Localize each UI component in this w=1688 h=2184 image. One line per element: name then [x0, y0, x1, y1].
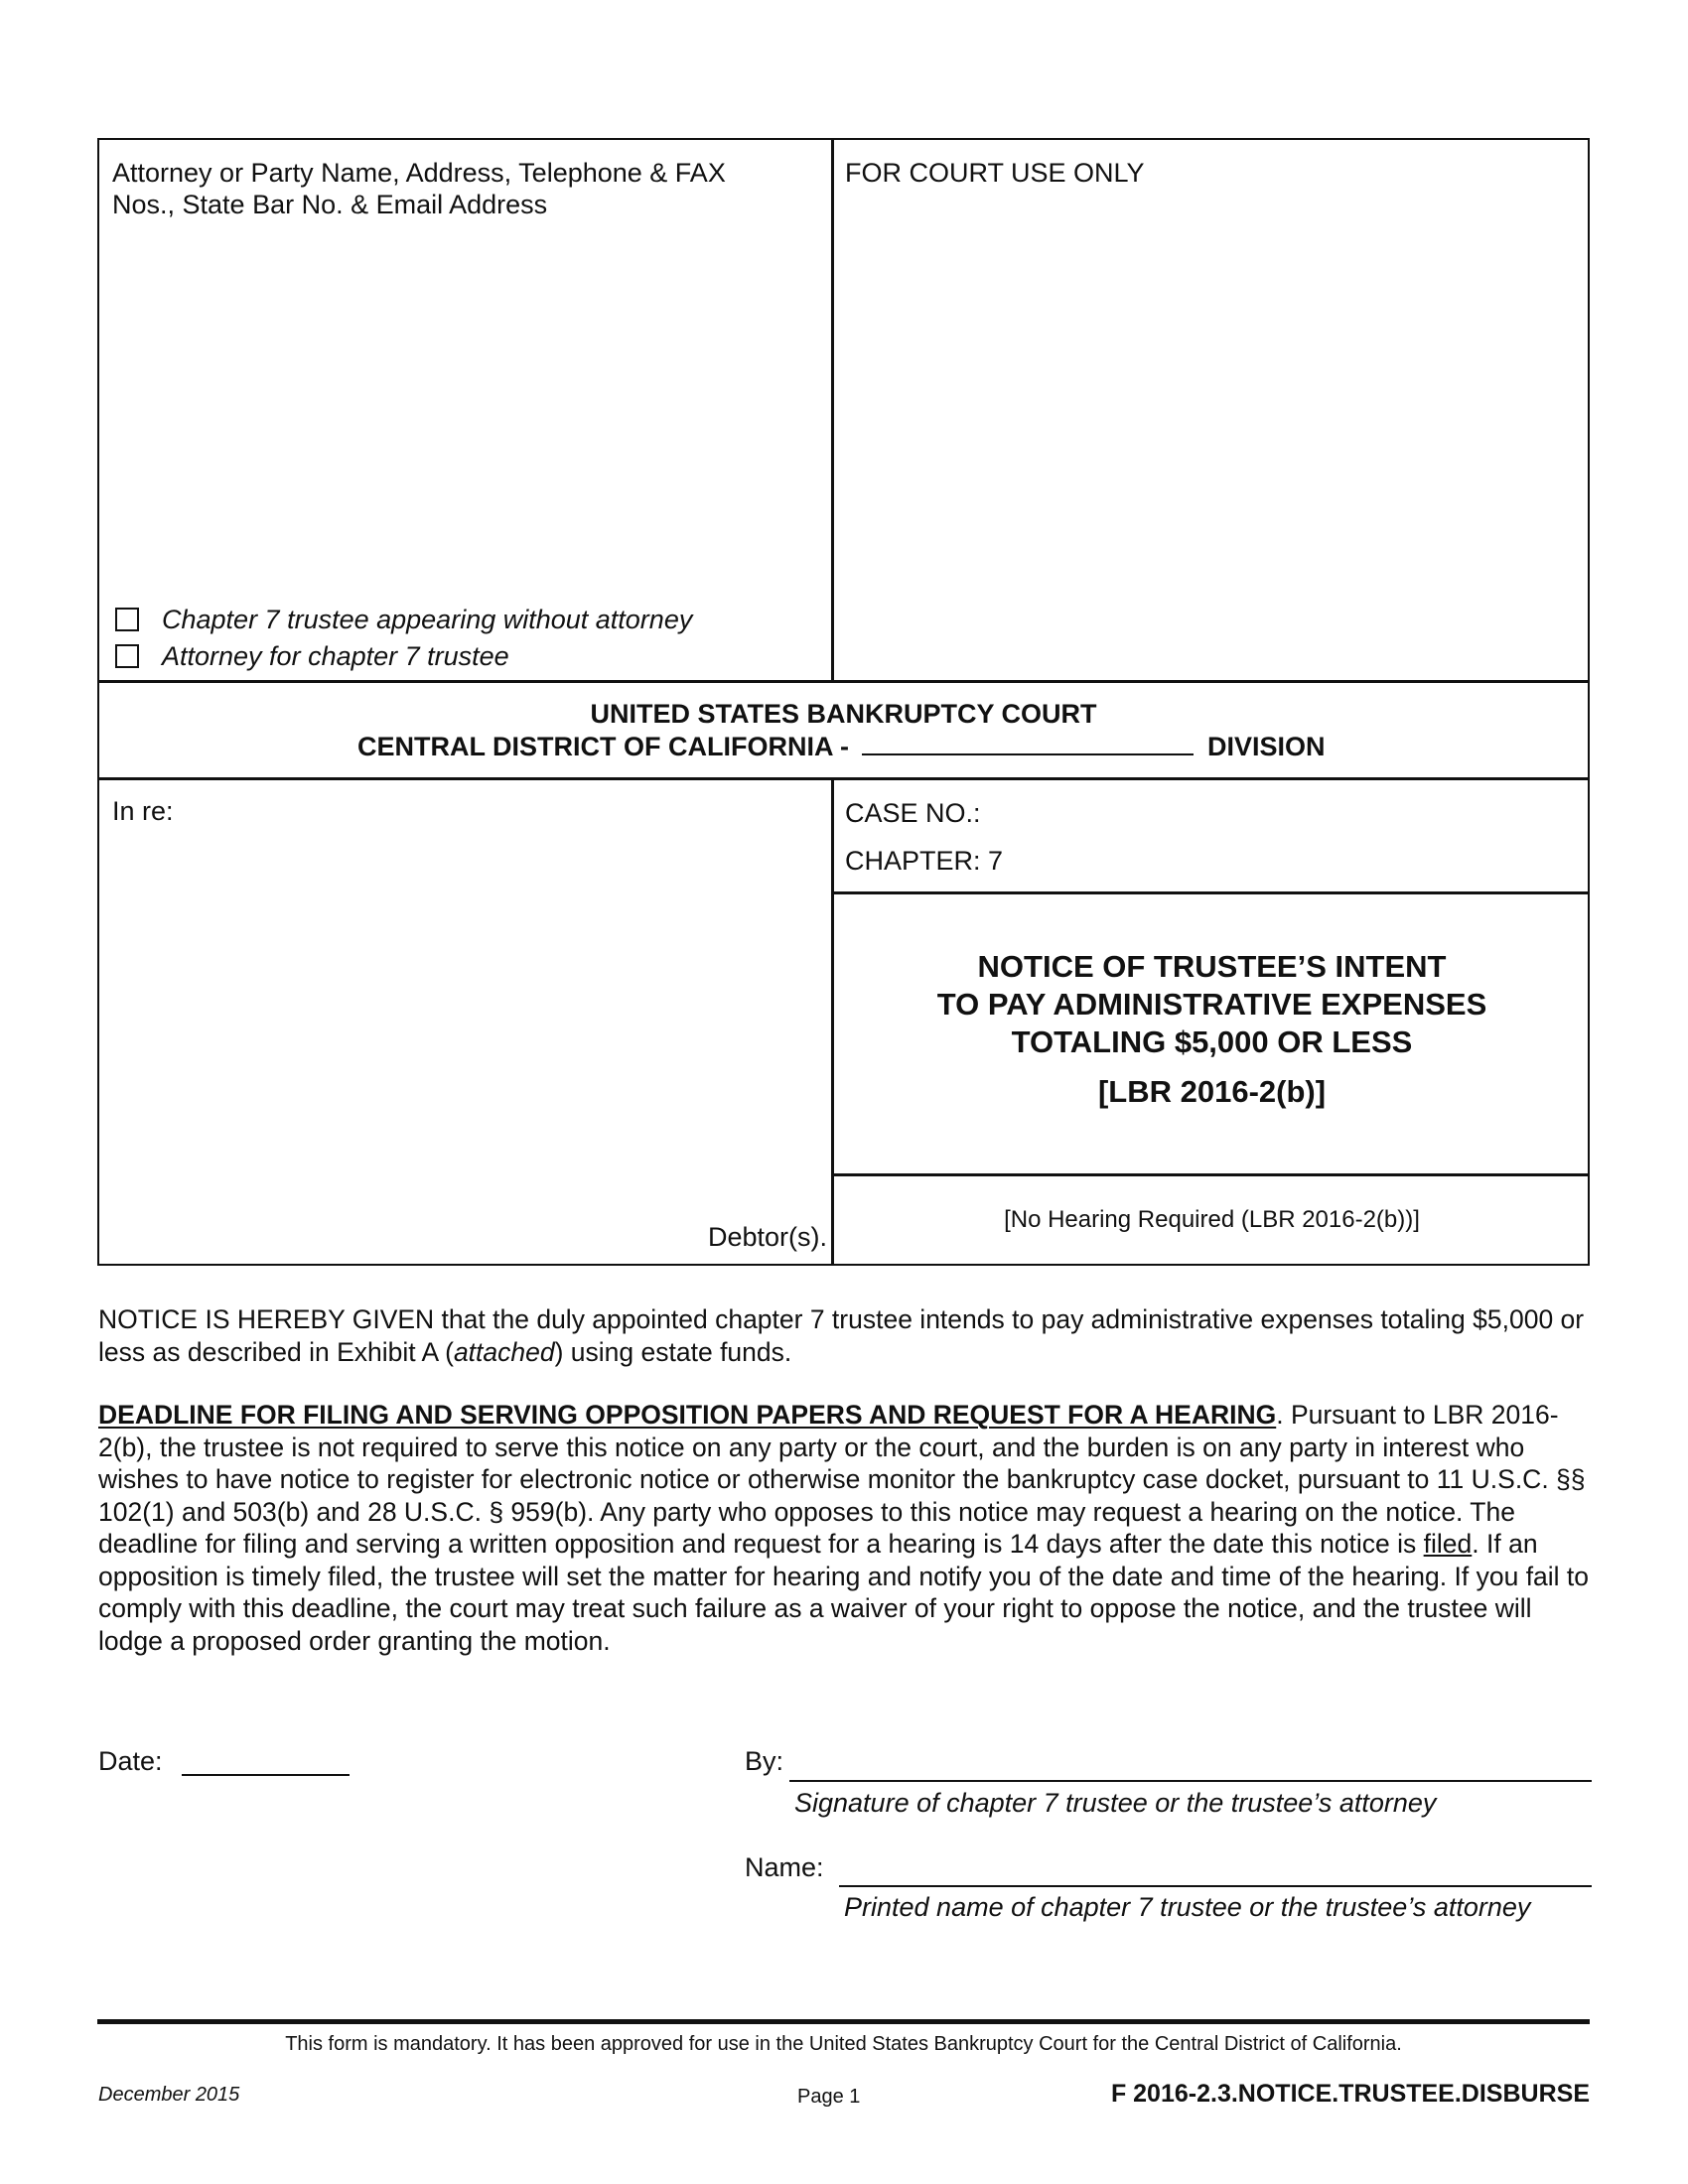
footer-rule: [97, 2019, 1590, 2024]
notice-text-pre: NOTICE IS HEREBY GIVEN that the duly appointed chapter 7 trustee intends to pay administrative expenses totaling $5,000 or less as described in Exhibit A (: [98, 1304, 1585, 1367]
court-use-label: FOR COURT USE ONLY: [845, 158, 1145, 188]
deadline-filed: filed: [1423, 1529, 1473, 1559]
trustee-without-attorney-label: Chapter 7 trustee appearing without attorney: [162, 605, 693, 634]
attorney-label-line2: Nos., State Bar No. & Email Address: [112, 190, 548, 219]
caption-rule-chapter: [831, 891, 1590, 894]
caption-rule-inre: [97, 777, 1590, 780]
trustee-without-attorney-checkbox[interactable]: [115, 608, 139, 631]
district-suffix: DIVISION: [1207, 732, 1326, 761]
attorney-label-line1: Attorney or Party Name, Address, Telephone & FAX: [112, 158, 726, 188]
date-label: Date:: [98, 1746, 163, 1776]
in-re-label: In re:: [112, 796, 174, 826]
notice-paragraph: [98, 1303, 1598, 1368]
notice-text-attached: attached: [453, 1336, 555, 1367]
notice-text-post: ) using estate funds.: [554, 1336, 792, 1367]
debtor-label: Debtor(s).: [708, 1222, 828, 1252]
district-prefix: CENTRAL DISTRICT OF CALIFORNIA -: [357, 732, 849, 761]
attorney-for-trustee-label: Attorney for chapter 7 trustee: [162, 641, 509, 671]
title-line3: TOTALING $5,000 OR LESS: [1011, 1024, 1413, 1059]
no-hearing-note: [No Hearing Required (LBR 2016-2(b))]: [1004, 1206, 1420, 1233]
printed-name-caption: Printed name of chapter 7 trustee or the trustee’s attorney: [844, 1892, 1531, 1922]
footer-mandatory: This form is mandatory. It has been approved for use in the United States Bankruptcy Court for the Central District of California.: [285, 2033, 1402, 2055]
division-blank[interactable]: [862, 730, 1194, 755]
by-label: By:: [745, 1746, 784, 1776]
attorney-block-label: [112, 157, 817, 220]
attorney-for-trustee-checkbox[interactable]: [115, 644, 139, 668]
deadline-paragraph: [98, 1399, 1598, 1657]
title-line2: TO PAY ADMINISTRATIVE EXPENSES: [936, 987, 1487, 1022]
case-no-label: CASE NO.:: [845, 798, 981, 828]
date-field[interactable]: [182, 1774, 350, 1776]
chapter-label: CHAPTER: 7: [845, 846, 1004, 876]
signature-caption: Signature of chapter 7 trustee or the trustee’s attorney: [794, 1788, 1437, 1818]
court-name: UNITED STATES BANKRUPTCY COURT: [590, 699, 1097, 729]
title-line1: NOTICE OF TRUSTEE’S INTENT: [977, 949, 1447, 984]
name-label: Name:: [745, 1852, 824, 1882]
deadline-heading: DEADLINE FOR FILING AND SERVING OPPOSITION PAPERS AND REQUEST FOR A HEARING: [98, 1400, 1277, 1430]
footer-date: December 2015: [98, 2084, 240, 2106]
title-rule: [LBR 2016-2(b)]: [1097, 1074, 1327, 1109]
caption-rule-title: [831, 1173, 1590, 1176]
deadline-text-2: . If an opposition is timely filed, the trustee will set the matter for hearing and notify you of the date and time of the hearing. If you fail to comply with this deadline, the court may treat such failure as a waiver of your right to oppose the notice, and the trustee will lodge a proposed order granting the motion.: [98, 1529, 1590, 1656]
caption-rule-court: [97, 680, 1590, 683]
footer-form-id: F 2016-2.3.NOTICE.TRUSTEE.DISBURSE: [1110, 2080, 1590, 2108]
caption-divider-top: [831, 138, 834, 682]
signature-field[interactable]: [789, 1780, 1592, 1782]
footer-page: Page 1: [797, 2086, 861, 2108]
district-line: [357, 730, 1326, 762]
notice-title: [834, 948, 1590, 1111]
deadline-text-1: . Pursuant to LBR 2016-2(b), the trustee is not required to serve this notice on any party or the court, and the burden is on any party in interest who wishes to have notice to register for electronic notice or otherwise monitor the bankruptcy case docket, pursuant to 11 U.S.C. §§ 102(1) and 503(b) and 28 U.S.C. § 959(b). Any party who opposes to this notice may request a hearing on the notice. The deadline for filing and serving a written opposition and request for a hearing is 14 days after the date this notice is: [98, 1400, 1586, 1559]
printed-name-field[interactable]: [839, 1885, 1592, 1887]
